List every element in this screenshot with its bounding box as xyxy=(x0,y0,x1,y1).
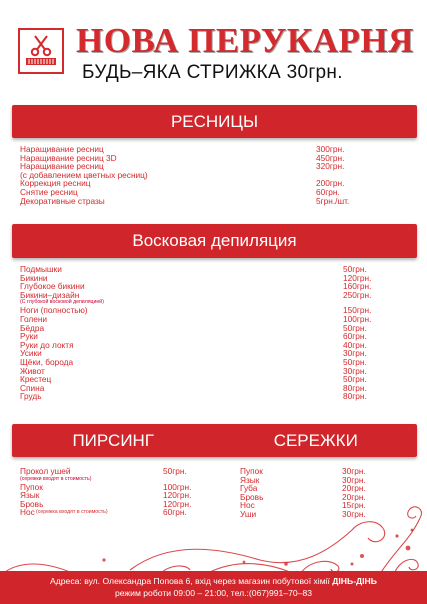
hours-line: режим роботи 09:00 – 21:00, тел.:(067)991–70–83 xyxy=(114,588,313,598)
price-list-waxing xyxy=(20,265,400,401)
service-price: 50грн. xyxy=(343,322,367,333)
service-name: (сережки входят в стоимость) xyxy=(20,475,92,482)
service-name: Пупок xyxy=(20,481,43,492)
price-row xyxy=(240,467,420,476)
service-price: 60грн. xyxy=(316,186,340,197)
price-list-eyelashes xyxy=(20,145,400,205)
service-price: 100грн. xyxy=(163,481,192,492)
service-price: 300грн. xyxy=(316,144,345,154)
price-row xyxy=(240,476,420,485)
service-name: (с добавлением цветных ресниц) xyxy=(20,169,148,180)
section-title: Восковая депиляция xyxy=(132,231,297,250)
service-price: 40грн. xyxy=(343,339,367,350)
service-price: 50грн. xyxy=(343,356,367,367)
decorative-swirls xyxy=(0,500,427,575)
service-name: Губа xyxy=(240,483,258,494)
section-header-eyelashes xyxy=(12,105,417,138)
service-price: 20грн. xyxy=(342,491,366,502)
service-name: Наращивание ресниц xyxy=(20,144,104,154)
service-name: Декоративные стразы xyxy=(20,195,105,206)
service-price: 50грн. xyxy=(163,466,187,476)
service-price: 320грн. xyxy=(316,161,345,172)
service-price: 60грн. xyxy=(343,331,367,342)
price-row xyxy=(240,484,420,493)
service-price: 30грн. xyxy=(343,348,367,359)
service-name: Коррекция ресниц xyxy=(20,178,91,189)
service-name: Язык xyxy=(20,490,40,501)
service-price: 120грн. xyxy=(163,498,192,509)
price-row xyxy=(20,197,400,206)
service-name: Руки до локтя xyxy=(20,339,74,350)
service-price: 250грн. xyxy=(343,289,372,300)
service-name: Ноги (полностью) xyxy=(20,305,88,316)
service-price: 30грн. xyxy=(342,466,366,476)
service-price: 80грн. xyxy=(343,382,367,393)
service-name: Бикини xyxy=(20,272,48,283)
shop-name: ДІНЬ-ДІНЬ xyxy=(332,576,377,586)
service-name: Грудь xyxy=(20,391,42,402)
service-price: 50грн. xyxy=(343,374,367,385)
service-price: 50грн. xyxy=(343,264,367,274)
section-title-earrings: СЕРЕЖКИ xyxy=(273,431,358,450)
service-name: Наращивание ресниц 3D xyxy=(20,152,117,163)
service-price: 5грн./шт. xyxy=(316,195,350,206)
service-name: Бровь xyxy=(240,491,264,502)
service-name: Уши xyxy=(240,508,257,519)
service-price: 120грн. xyxy=(163,490,192,501)
service-price: 30грн. xyxy=(342,474,366,485)
service-name: Живот xyxy=(20,365,45,376)
service-name: Бёдра xyxy=(20,322,45,333)
price-row xyxy=(20,392,400,401)
section-title-piercing: ПИРСИНГ xyxy=(72,431,155,450)
service-name: Крестец xyxy=(20,374,52,385)
address-line xyxy=(0,575,427,587)
section-title: РЕСНИЦЫ xyxy=(170,112,259,131)
service-price: 120грн. xyxy=(343,272,372,283)
footer xyxy=(0,571,427,604)
service-name: Глубокое бикини xyxy=(20,281,85,292)
service-name: (С глубокой восковой депиляцией) xyxy=(20,299,104,306)
service-name: Наращивание ресниц xyxy=(20,161,104,172)
service-price: 60грн. xyxy=(163,507,187,518)
service-name: Руки xyxy=(20,331,38,342)
section-header-waxing xyxy=(12,224,417,258)
service-price: 80грн. xyxy=(343,391,367,402)
service-name: Голени xyxy=(20,313,48,324)
service-name: Нос xyxy=(20,507,35,518)
section-header-piercing-earrings xyxy=(12,424,417,457)
logo xyxy=(18,28,64,74)
service-price: 200грн. xyxy=(316,178,345,189)
service-name: Бровь xyxy=(20,498,44,509)
service-price: 450грн. xyxy=(316,152,345,163)
service-name: Нос xyxy=(240,500,255,511)
address-text: Адреса: вул. Олександра Попова 6, вхід через магазин побутової хімії xyxy=(50,576,330,586)
service-name: Спина xyxy=(20,382,45,393)
service-price: 30грн. xyxy=(342,508,366,519)
scissors-comb-icon xyxy=(24,34,58,68)
service-name: Бикини–дизайн xyxy=(20,289,80,300)
service-name: Подмышки xyxy=(20,264,62,274)
service-name: Щёки, борода xyxy=(20,356,74,367)
service-price: 100грн. xyxy=(343,313,372,324)
service-name: Прокол ушей xyxy=(20,466,71,476)
service-price: 150грн. xyxy=(343,305,372,316)
service-name: Пупок xyxy=(240,466,263,476)
service-price: 20грн. xyxy=(342,483,366,494)
service-note: (сережка входят в стоимость) xyxy=(36,509,108,516)
service-name: Усики xyxy=(20,348,42,359)
service-price: 15грн. xyxy=(342,500,366,511)
price-row xyxy=(20,467,215,476)
brand-title: НОВА ПЕРУКАРНЯ xyxy=(76,21,414,60)
service-name: Язык xyxy=(240,474,260,485)
service-price: 160грн. xyxy=(343,281,372,292)
service-name: Снятие ресниц xyxy=(20,186,78,197)
service-price: 30грн. xyxy=(343,365,367,376)
tagline: БУДЬ–ЯКА СТРИЖКА 30грн. xyxy=(82,62,343,83)
